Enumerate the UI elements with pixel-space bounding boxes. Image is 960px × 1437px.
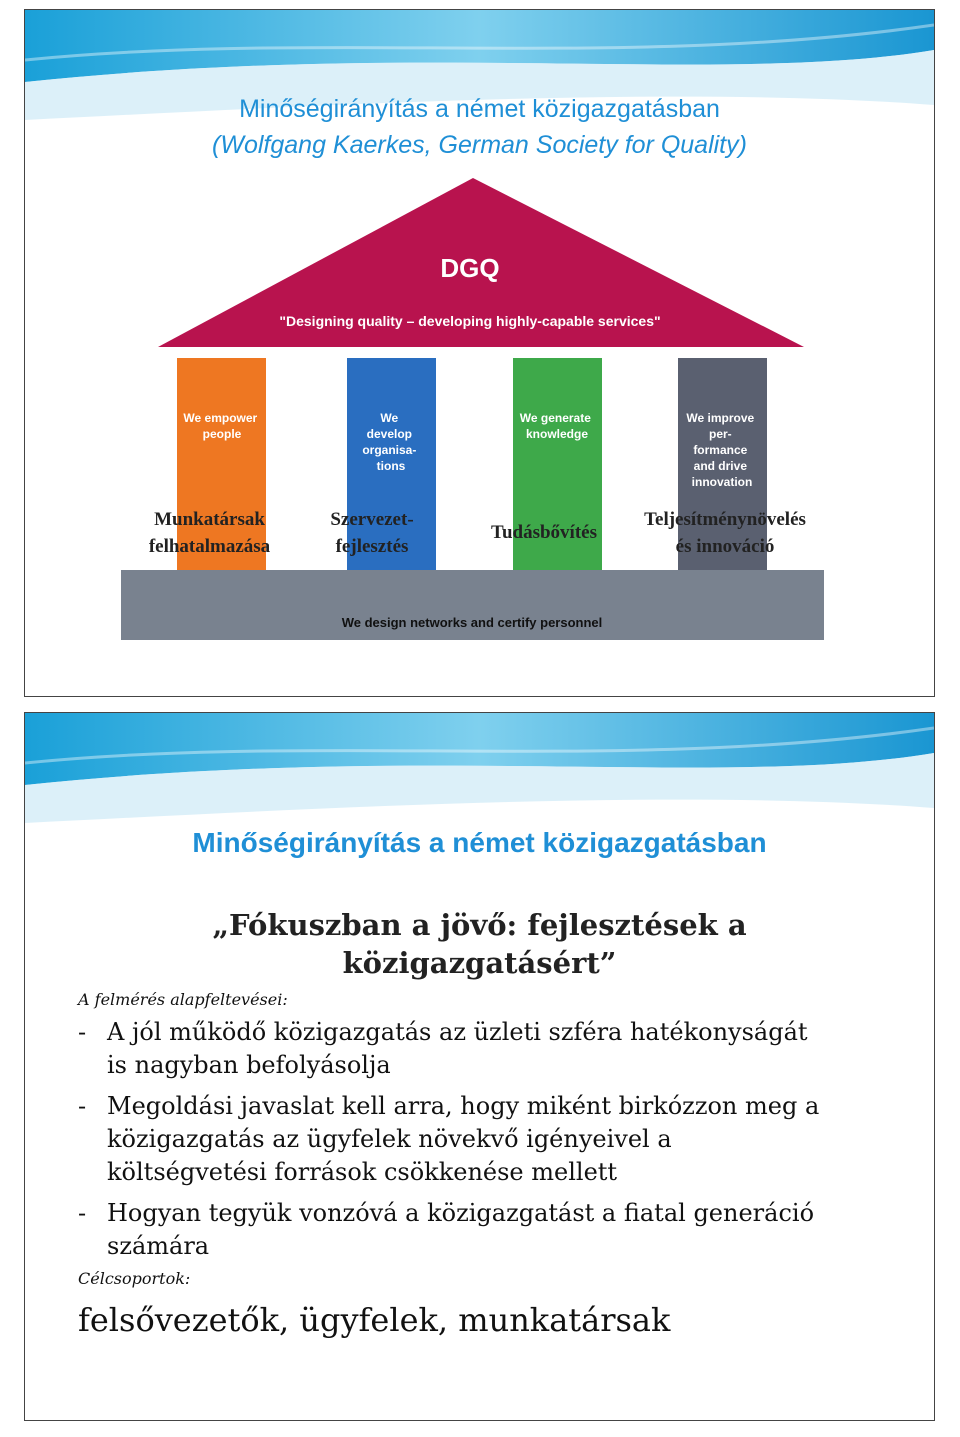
pillar-2-english: We develop organisa- tions: [362, 411, 417, 473]
pillar-2-label: Szervezet- fejlesztés: [330, 509, 414, 557]
slide-title: Minőségirányítás a német közigazgatásban: [239, 95, 720, 123]
bullet-item-2: - Megoldási javaslat kell arra, hogy miként birkózzon meg a közigazgatás az ügyfelek növekvő igényeivel a költségvetési források csökkenése mellett: [78, 1092, 820, 1186]
slide-focus-future: [24, 712, 935, 1421]
slide-title: Minőségirányítás a német közigazgatásban: [192, 827, 767, 858]
roof-logo: DGQ: [440, 253, 500, 283]
pillar-4-english: We improve per- formance and drive innovation: [686, 411, 755, 489]
slide-subtitle: (Wolfgang Kaerkes, German Society for Quality): [212, 131, 747, 159]
bullet-item-3: - Hogyan tegyük vonzóvá a közigazgatást a fiatal generáció számára: [78, 1199, 815, 1260]
pillar-3-label: Tudásbővítés: [491, 522, 597, 543]
pillar-1-label: Munkatársak felhatalmazása: [148, 509, 271, 557]
roof-motto: "Designing quality – developing highly-capable services": [279, 313, 661, 329]
pillar-3-english: We generate knowledge: [519, 411, 591, 441]
bullet-item-1: - A jól működő közigazgatás az üzleti szféra hatékonyságát is nagyban befolyásolja: [78, 1018, 808, 1079]
bullet-dash: -: [78, 1199, 87, 1227]
targets-label: Célcsoportok:: [78, 1269, 191, 1288]
header-banner: [25, 713, 934, 823]
pillar-1-english: We empower people: [183, 411, 258, 441]
target-groups: felsővezetők, ügyfelek, munkatársak: [78, 1301, 671, 1339]
dgq-temple-diagram: [25, 10, 935, 697]
slide-subtitle: „Fókuszban a jövő: fejlesztések a közigazgatásért”: [212, 908, 747, 980]
findings-label: A felmérés alapfeltevései:: [78, 990, 288, 1009]
base-text: We design networks and certify personnel: [341, 615, 603, 630]
bullet-dash: -: [78, 1092, 87, 1120]
pillar-4-label: Teljesítménynövelés és innováció: [644, 509, 806, 557]
slide-dgq-model: [24, 9, 935, 697]
bullet-dash: -: [78, 1018, 87, 1046]
